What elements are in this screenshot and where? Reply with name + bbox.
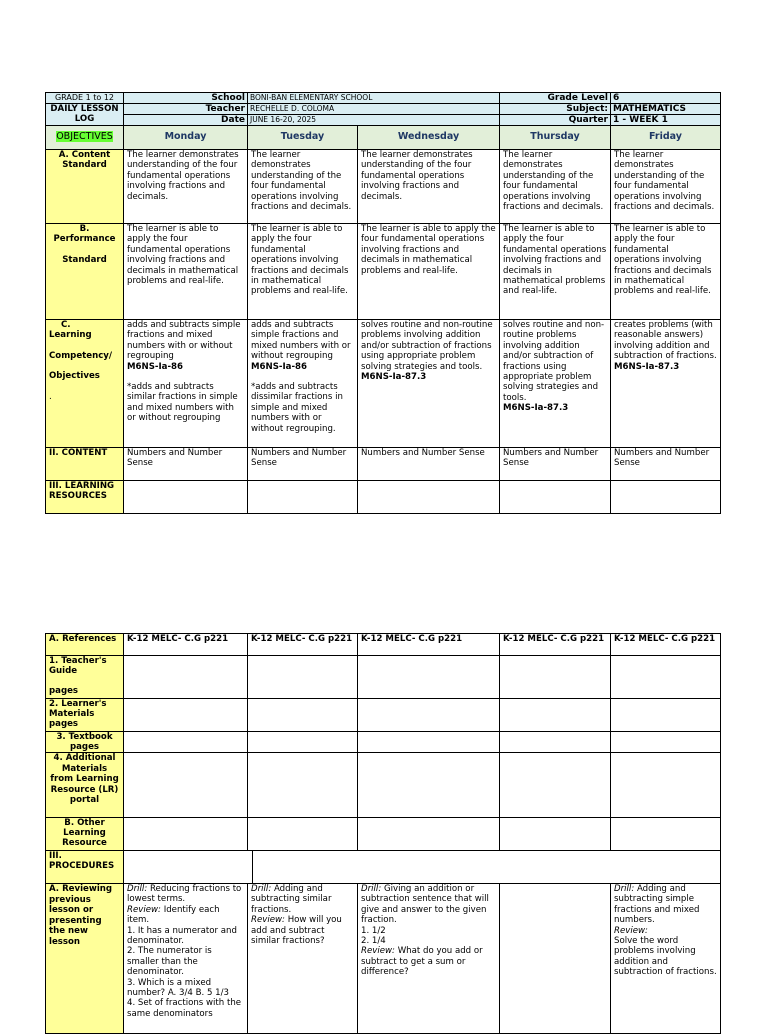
performance-standard-thursday: The learner is able to apply the four fundamental operations involving fractions and decimals in mathematical problems and real-life. [500,224,611,320]
day-tuesday: Tuesday [248,126,358,150]
procedures-divider [124,851,720,883]
learning-competency-thursday [500,320,611,448]
review-label: Review: [251,915,285,926]
quarter-value: 1 - WEEK 1 [611,115,721,126]
content-wednesday: Numbers and Number Sense [358,448,500,481]
review-label: Review: [361,946,395,957]
additional-materials-tuesday [248,753,358,818]
learners-materials-wednesday [358,699,500,732]
date-label: Date [124,115,248,126]
review-item: 4. Set of fractions with the same denominators [127,998,242,1019]
other-resources-label: B. Other Learning Resource [46,818,124,851]
competency-monday-code: M6NS-Ia-86 [127,361,184,372]
competency-thursday-text: solves routine and non-routine problems involving addition and/or subtraction of fractions using appropriate problem solving strategies and tools. [503,320,605,403]
reviewing-monday [124,884,248,1034]
references-monday: K-12 MELC- C.G p221 [124,634,248,656]
learning-resources-monday [124,481,248,514]
additional-materials-friday [611,753,721,818]
additional-materials-thursday [500,753,611,818]
additional-materials-monday [124,753,248,818]
competency-thursday-code: M6NS-Ia-87.3 [503,403,569,414]
content-standard-wednesday: The learner demonstrates understanding of the four fundamental operations involving fractions and decimals. [358,150,500,224]
review-text: Identify each item. [127,904,220,926]
competency-label-line5: . [49,391,52,402]
performance-standard-label [46,224,124,320]
content-standard-friday: The learner demonstrates understanding of the four fundamental operations involving fractions and decimals. [611,150,721,224]
review-label: Review: [614,925,648,936]
content-label: II. CONTENT [46,448,124,481]
school-value: BONI-BAN ELEMENTARY SCHOOL [248,93,500,104]
references-tuesday: K-12 MELC- C.G p221 [248,634,358,656]
teachers-guide-label [46,656,124,699]
competency-label-line2: Learning [49,330,92,341]
review-item: 2. The numerator is smaller than the denominator. [127,946,212,978]
drill-text: Reducing fractions to lowest terms. [127,884,242,905]
quarter-label: Quarter [500,115,611,126]
review-text: How will you add and subtract similar fractions? [251,915,342,947]
learning-resources-thursday [500,481,611,514]
other-resources-friday [611,818,721,851]
drill-label: Drill: [361,884,382,894]
competency-tuesday-extra: *adds and subtracts dissimilar fractions in simple and mixed numbers with or without regrouping. [251,382,343,434]
competency-monday-extra: *adds and subtracts similar fractions in simple and mixed numbers with or without regrouping [127,382,238,424]
teacher-label: Teacher [124,104,248,115]
day-wednesday: Wednesday [358,126,500,150]
learners-materials-monday [124,699,248,732]
learning-resources-friday [611,481,721,514]
competency-tuesday-code: M6NS-Ia-86 [251,361,308,372]
performance-standard-monday: The learner is able to apply the four fundamental operations involving fractions and decimals in mathematical problems and real-life. [124,224,248,320]
reviewing-tuesday-review [251,915,354,946]
references-wednesday: K-12 MELC- C.G p221 [358,634,500,656]
learning-resources-label: III. LEARNING RESOURCES [46,481,124,514]
textbook-friday [611,732,721,753]
day-thursday: Thursday [500,126,611,150]
content-standard-thursday: The learner demonstrates understanding of the four fundamental operations involving fractions and decimals. [500,150,611,224]
other-resources-tuesday [248,818,358,851]
references-thursday: K-12 MELC- C.G p221 [500,634,611,656]
drill-text: Giving an addition or subtraction sentence that will give and answer to the given fraction. [361,884,489,926]
competency-wednesday-text: solves routine and non-routine problems involving addition and/or subtraction of fractions using appropriate problem solving strategies and tools. [361,320,493,372]
competency-label-line4: Objectives [49,371,100,382]
review-item: 1. 1/2 [361,925,386,936]
competency-tuesday-text: adds and subtracts simple fractions and mixed numbers with or without regrouping [251,320,351,362]
other-resources-monday [124,818,248,851]
performance-standard-friday: The learner is able to apply the four fundamental operations involving fractions and decimals in mathematical problems and real-life. [611,224,721,320]
competency-monday-text: adds and subtracts simple fractions and mixed numbers with or without regrouping [127,320,241,362]
drill-text: Adding and subtracting simple fractions and mixed numbers. [614,884,700,926]
reviewing-wednesday-drill [361,884,496,926]
learners-materials-friday [611,699,721,732]
day-monday: Monday [124,126,248,150]
teachers-guide-monday [124,656,248,699]
textbook-thursday [500,732,611,753]
log-title-text: DAILY LESSON LOG [50,104,119,124]
textbook-monday [124,732,248,753]
learning-resources-tuesday [248,481,358,514]
additional-materials-wednesday [358,753,500,818]
references-friday: K-12 MELC- C.G p221 [611,634,721,656]
drill-label: Drill: [127,884,148,894]
performance-standard-tuesday: The learner is able to apply the four fundamental operations involving fractions and decimals in mathematical problems and real-life. [248,224,358,320]
learning-competency-wednesday [358,320,500,448]
competency-friday-code: M6NS-Ia-87.3 [614,361,680,372]
competency-label-line1: C. [61,320,71,330]
grade-range: GRADE 1 to 12 [46,93,124,104]
learners-materials-thursday [500,699,611,732]
reviewing-friday-drill [614,884,717,926]
drill-text: Adding and subtracting similar fractions. [251,884,332,915]
review-label: Review: [127,904,161,915]
reviewing-label: A. Reviewing previous lesson or presenting the new lesson [46,884,124,1034]
reviewing-tuesday [248,884,358,1034]
learning-competency-tuesday [248,320,358,448]
content-thursday: Numbers and Number Sense [500,448,611,481]
lesson-log-table-bottom [45,633,721,1034]
additional-materials-label: 4. Additional Materials from Learning Resource (LR) portal [46,753,124,818]
day-friday: Friday [611,126,721,150]
review-item: 2. 1/4 [361,936,386,947]
teacher-value: RECHELLE D. COLOMA [248,104,500,115]
reviewing-wednesday [358,884,500,1034]
subject-value: MATHEMATICS [611,104,721,115]
teachers-guide-tuesday [248,656,358,699]
reviewing-monday-review [127,905,244,926]
competency-wednesday-code: M6NS-Ia-87.3 [361,372,427,383]
grade-level-value: 6 [611,93,721,104]
references-label: A. References [46,634,124,656]
textbook-label: 3. Textbook pages [46,732,124,753]
textbook-wednesday [358,732,500,753]
reviewing-friday-review-label-line [614,926,717,936]
grade-level-label: Grade Level [500,93,611,104]
drill-label: Drill: [614,884,635,894]
reviewing-friday [611,884,721,1034]
review-item: 3. Which is a mixed number? A. 3/4 B. 5 1/3 [127,977,229,999]
teachers-guide-label-line2: pages [49,686,79,696]
lesson-log-table-top [45,92,721,514]
review-item: 1. It has a numerator and denominator. [127,925,237,947]
performance-label-line3: Standard [62,254,107,265]
school-label: School [124,93,248,104]
learning-competency-friday [611,320,721,448]
learners-materials-tuesday [248,699,358,732]
objectives-label: OBJECTIVES [56,131,113,143]
content-tuesday: Numbers and Number Sense [248,448,358,481]
competency-friday-text: creates problems (with reasonable answers) involving addition and subtraction of fractions. [614,320,717,362]
content-monday: Numbers and Number Sense [124,448,248,481]
reviewing-monday-drill [127,884,244,905]
teachers-guide-friday [611,656,721,699]
review-text: What do you add or subtract to get a sum or difference? [361,946,483,978]
textbook-tuesday [248,732,358,753]
content-friday: Numbers and Number Sense [611,448,721,481]
reviewing-wednesday-review [361,946,496,977]
reviewing-thursday [500,884,611,1034]
other-resources-wednesday [358,818,500,851]
teachers-guide-label-line1: 1. Teacher's Guide [49,656,107,676]
teachers-guide-thursday [500,656,611,699]
learners-materials-label: 2. Learner's Materials pages [46,699,124,732]
subject-label: Subject: [500,104,611,115]
drill-label: Drill: [251,884,272,894]
reviewing-tuesday-drill [251,884,354,915]
learning-competency-label [46,320,124,448]
daily-lesson-log-title [46,104,124,126]
other-resources-thursday [500,818,611,851]
learning-competency-monday [124,320,248,448]
procedures-label: III. PROCEDURES [46,851,124,884]
review-text: Solve the word problems involving addition and subtraction of fractions. [614,936,717,978]
content-standard-monday: The learner demonstrates understanding of the four fundamental operations involving fractions and decimals. [124,150,248,224]
date-value: JUNE 16-20, 2025 [248,115,500,126]
performance-standard-wednesday: The learner is able to apply the four fundamental operations involving fractions and decimals in mathematical problems and real-life. [358,224,500,320]
performance-label-line2: Performance [53,234,116,245]
learning-resources-wednesday [358,481,500,514]
competency-label-line3: Competency/ [49,350,113,361]
objectives-heading [46,126,124,150]
teachers-guide-wednesday [358,656,500,699]
content-standard-label: A. Content Standard [46,150,124,224]
procedures-span [124,851,721,884]
content-standard-tuesday: The learner demonstrates understanding of the four fundamental operations involving fractions and decimals. [248,150,358,224]
performance-label-line1: B. [79,224,90,234]
